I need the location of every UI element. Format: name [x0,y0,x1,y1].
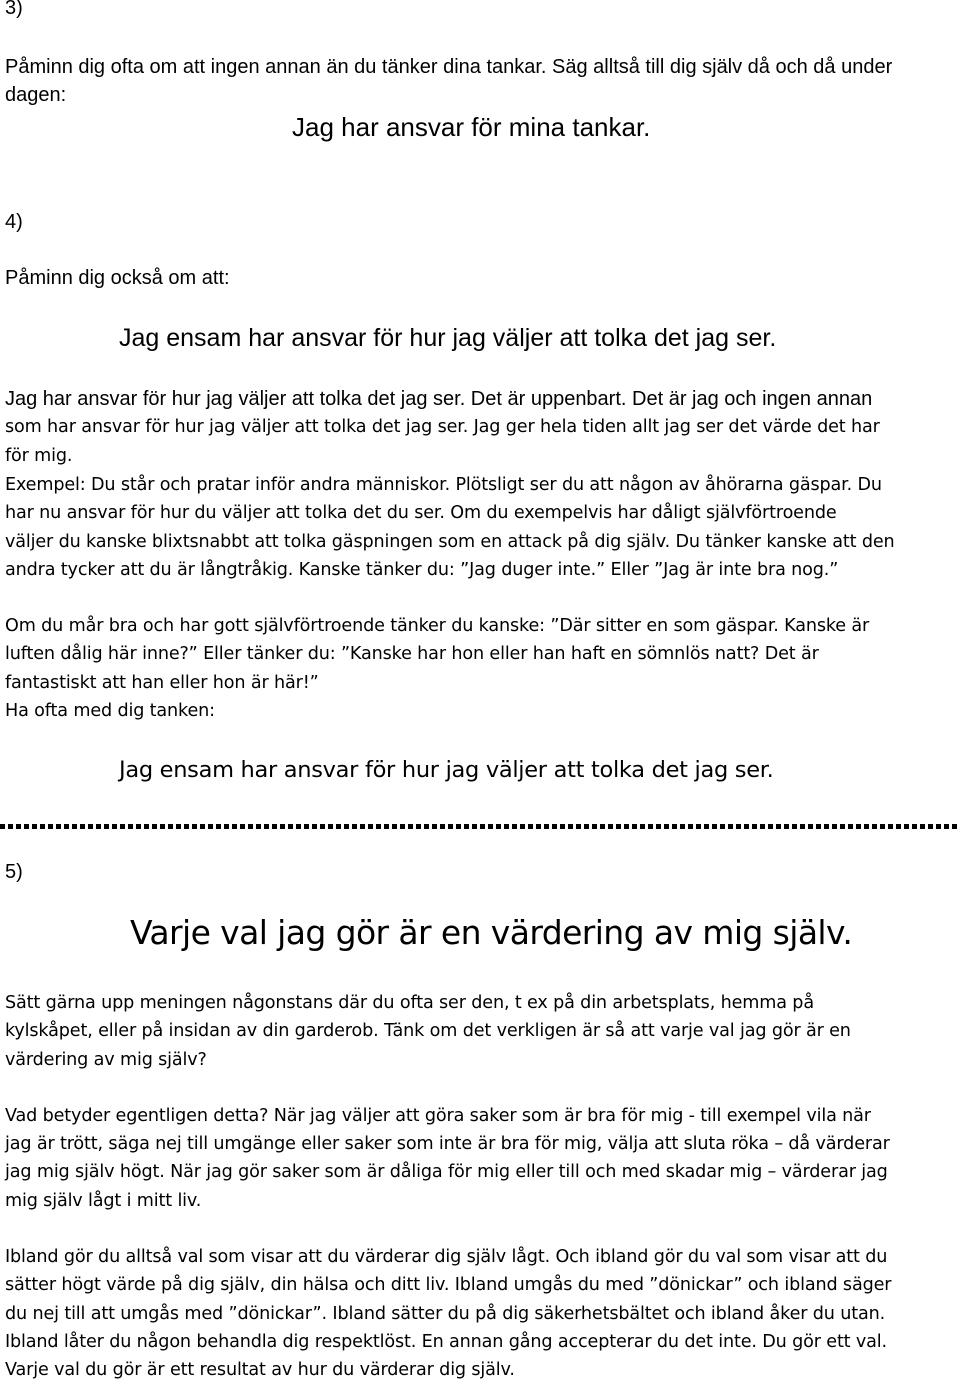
section-divider [0,824,960,829]
section5-para1-line: värdering av mig själv? [5,1050,207,1070]
section-number-3: 3) [5,0,23,19]
section4-para1-line: som har ansvar för hur jag väljer att tolka det jag ser. Jag ger hela tiden allt jag ser det värde det har [5,417,880,437]
section4-closing-affirmation: Jag ensam har ansvar för hur jag väljer att tolka det jag ser. [119,757,774,783]
section5-heading: Varje val jag gör är en värdering av mig själv. [130,913,853,952]
section-number-4: 4) [5,211,23,233]
section3-line: Påminn dig ofta om att ingen annan än du tänker dina tankar. Säg alltså till dig själv då och då under [5,56,893,78]
section5-para2-line: Vad betyder egentligen detta? När jag väljer att göra saker som är bra för mig - till exempel vila när [5,1106,871,1126]
section5-para3-line: Ibland gör du alltså val som visar att du värderar dig själv lågt. Och ibland gör du val som visar att du [5,1247,888,1267]
section4-para3-line: luften dålig här inne?” Eller tänker du: ”Kanske har hon eller han haft en sömnlös natt? Det är [5,644,819,664]
section4-para2-line: väljer du kanske blixtsnabbt att tolka gäspningen som en attack på dig själv. Du tänker kanske att den [5,532,895,552]
section5-para2-line: jag är trött, säga nej till umgänge eller saker som inte är bra för mig, välja att sluta röka – då värderar [5,1134,890,1154]
section5-para1-line: Sätt gärna upp meningen någonstans där du ofta ser den, t ex på din arbetsplats, hemma på [5,993,814,1013]
section4-para1-line: Jag har ansvar för hur jag väljer att tolka det jag ser. Det är uppenbart. Det är jag och ingen annan [5,388,873,410]
section4-closing-intro: Ha ofta med dig tanken: [5,701,215,721]
section5-para1-line: kylskåpet, eller på insidan av din garderob. Tänk om det verkligen är så att varje val jag gör är en [5,1021,851,1041]
section3-affirmation: Jag har ansvar för mina tankar. [292,112,651,142]
section4-para1-line: för mig. [5,446,73,466]
section4-affirmation: Jag ensam har ansvar för hur jag väljer att tolka det jag ser. [119,324,777,352]
section4-para2-line: andra tycker att du är långtråkig. Kanske tänker du: ”Jag duger inte.” Eller ”Jag är inte bra nog.” [5,560,839,580]
section5-para3-line: Varje val du gör är ett resultat av hur du värderar dig själv. [5,1360,515,1380]
section5-para2-line: mig själv lågt i mitt liv. [5,1191,202,1211]
section4-para3-line: Om du mår bra och har gott självförtroende tänker du kanske: ”Där sitter en som gäspar. Kanske är [5,616,870,636]
section5-para3-line: Ibland låter du någon behandla dig respektlöst. En annan gång accepterar du det inte. Du gör ett val. [5,1332,887,1352]
section4-intro: Påminn dig också om att: [5,267,230,289]
section5-para2-line: jag mig själv högt. När jag gör saker som är dåliga för mig eller till och med skadar mig – värderar jag [5,1162,888,1182]
section5-para3-line: sätter högt värde på dig själv, din hälsa och ditt liv. Ibland umgås du med ”dönickar” och ibland säger [5,1275,892,1295]
section4-para3-line: fantastiskt att han eller hon är här!” [5,673,319,693]
section3-line: dagen: [5,84,67,106]
section4-para2-line: har nu ansvar för hur du väljer att tolka det du ser. Om du exempelvis har dåligt självförtroende [5,503,837,523]
section5-para3-line: du nej till att umgås med ”dönickar”. Ibland sätter du på dig säkerhetsbältet och ibland åker du utan. [5,1304,886,1324]
section4-para2-line: Exempel: Du står och pratar inför andra människor. Plötsligt ser du att någon av åhörarna gäspar. Du [5,475,882,495]
section-number-5: 5) [5,861,23,883]
